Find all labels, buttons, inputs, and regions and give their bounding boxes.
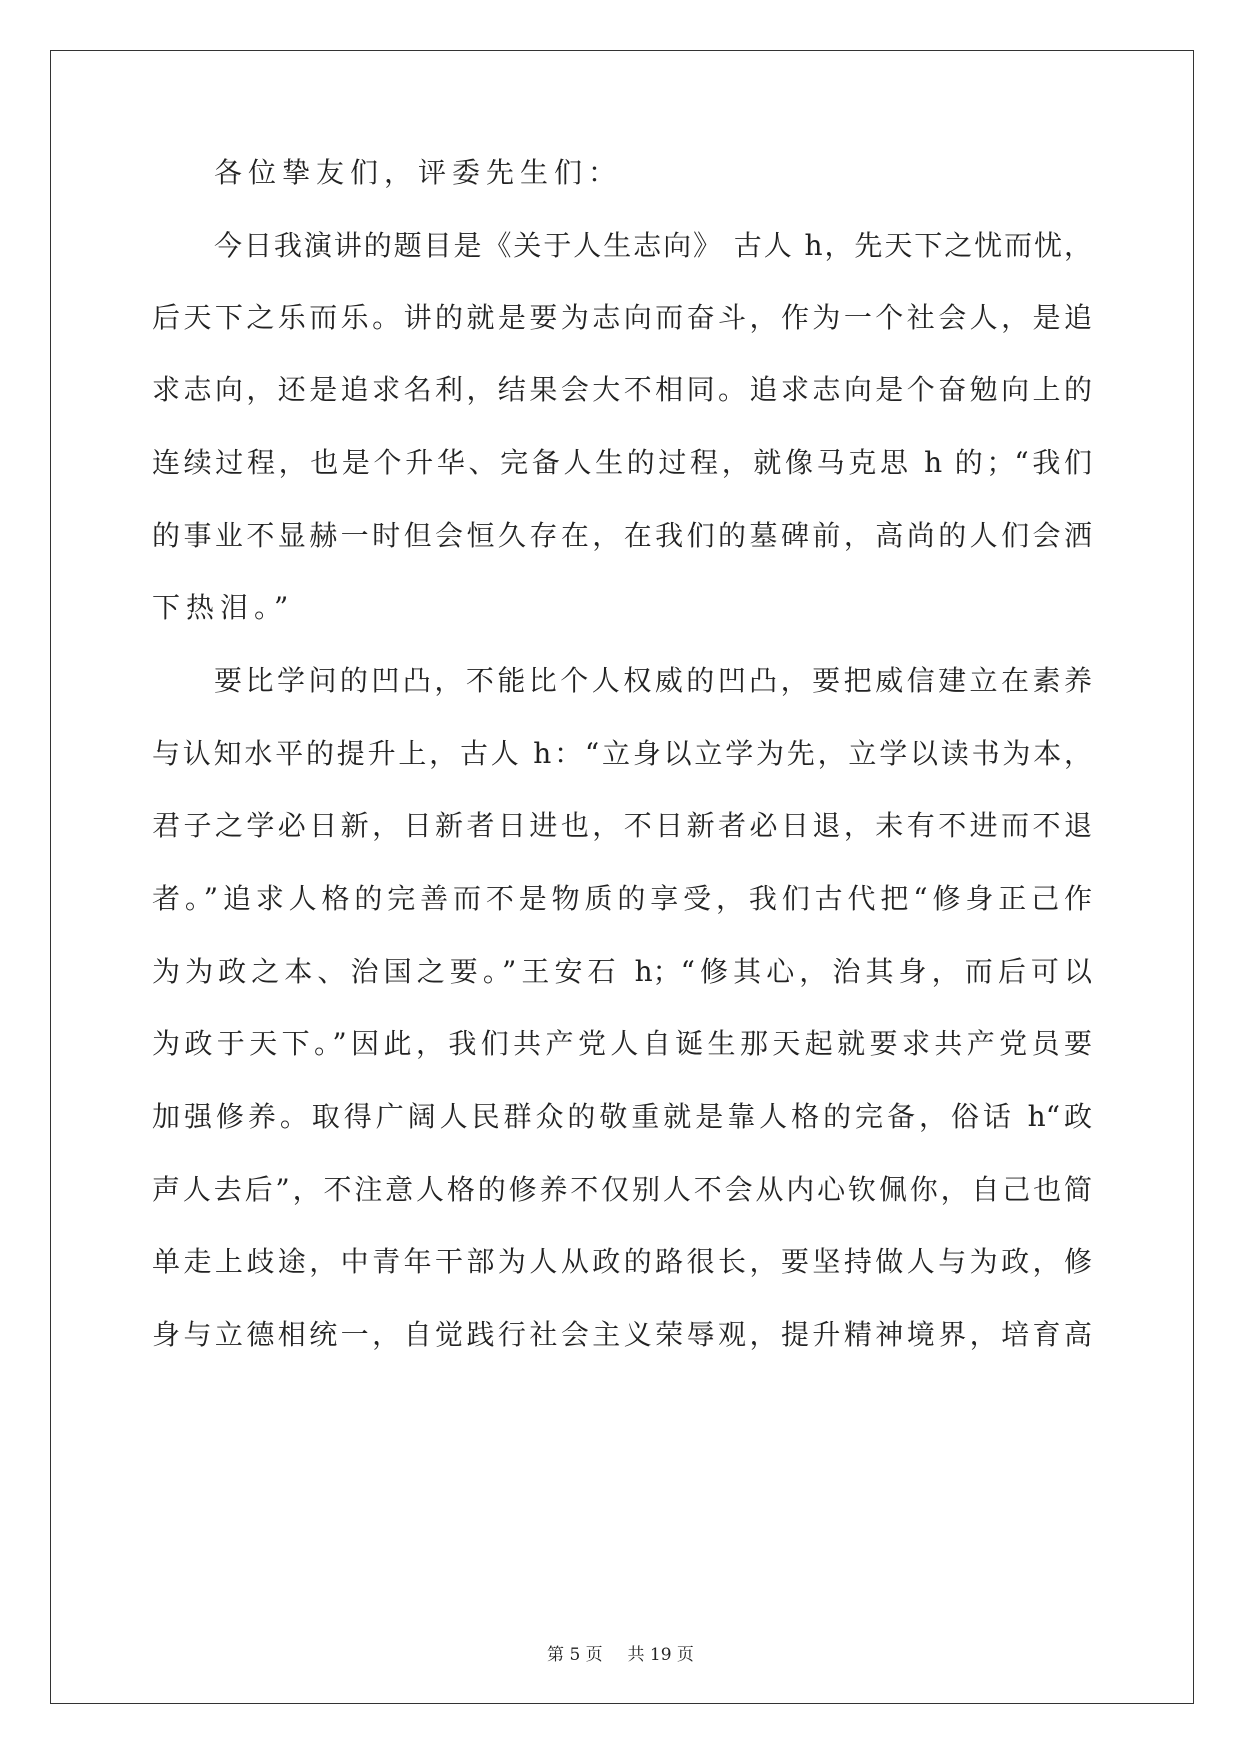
paragraph-line: 求志向，还是追求名利，结果会大不相同。追求志向是个奋勉向上的 (152, 373, 1092, 406)
paragraph-line: 要比学问的凹凸，不能比个人权威的凹凸，要把威信建立在素养 (214, 664, 1092, 697)
page-total: 共 19 页 (627, 1645, 694, 1665)
paragraph-line: 连续过程，也是个升华、完备人生的过程，就像马克思 h 的；“我们 (152, 446, 1092, 479)
paragraph-line: 声人去后”，不注意人格的修养不仅别人不会从内心钦佩你，自己也简 (152, 1173, 1092, 1206)
paragraph-line: 为为政之本、治国之要。”王安石 h；“修其心，治其身，而后可以 (152, 955, 1092, 988)
paragraph-line: 今日我演讲的题目是《关于人生志向》 古人 h，先天下之忧而忧， (214, 229, 1092, 262)
paragraph-line: 下热泪。” (152, 591, 295, 624)
paragraph-line: 身与立德相统一，自觉践行社会主义荣辱观，提升精神境界，培育高 (152, 1318, 1092, 1351)
page-number: 第 5 页 (547, 1645, 603, 1665)
paragraph-line: 者。”追求人格的完善而不是物质的享受，我们古代把“修身正己作 (152, 882, 1092, 915)
paragraph-line: 的事业不显赫一时但会恒久存在，在我们的墓碑前，高尚的人们会洒 (152, 519, 1092, 552)
paragraph-line: 后天下之乐而乐。讲的就是要为志向而奋斗，作为一个社会人，是追 (152, 301, 1092, 334)
paragraph-line: 单走上歧途，中青年干部为人从政的路很长，要坚持做人与为政，修 (152, 1245, 1092, 1278)
page-footer (0, 1640, 1241, 1665)
paragraph-line: 与认知水平的提升上，古人 h：“立身以立学为先，立学以读书为本， (152, 737, 1092, 770)
paragraph-line: 为政于天下。”因此，我们共产党人自诞生那天起就要求共产党员要 (152, 1027, 1092, 1060)
salutation-line: 各位挚友们，评委先生们： (214, 156, 623, 189)
paragraph-line: 君子之学必日新，日新者日进也，不日新者必日退，未有不进而不退 (152, 809, 1092, 842)
paragraph-line: 加强修养。取得广阔人民群众的敬重就是靠人格的完备，俗话 h“政 (152, 1100, 1092, 1133)
